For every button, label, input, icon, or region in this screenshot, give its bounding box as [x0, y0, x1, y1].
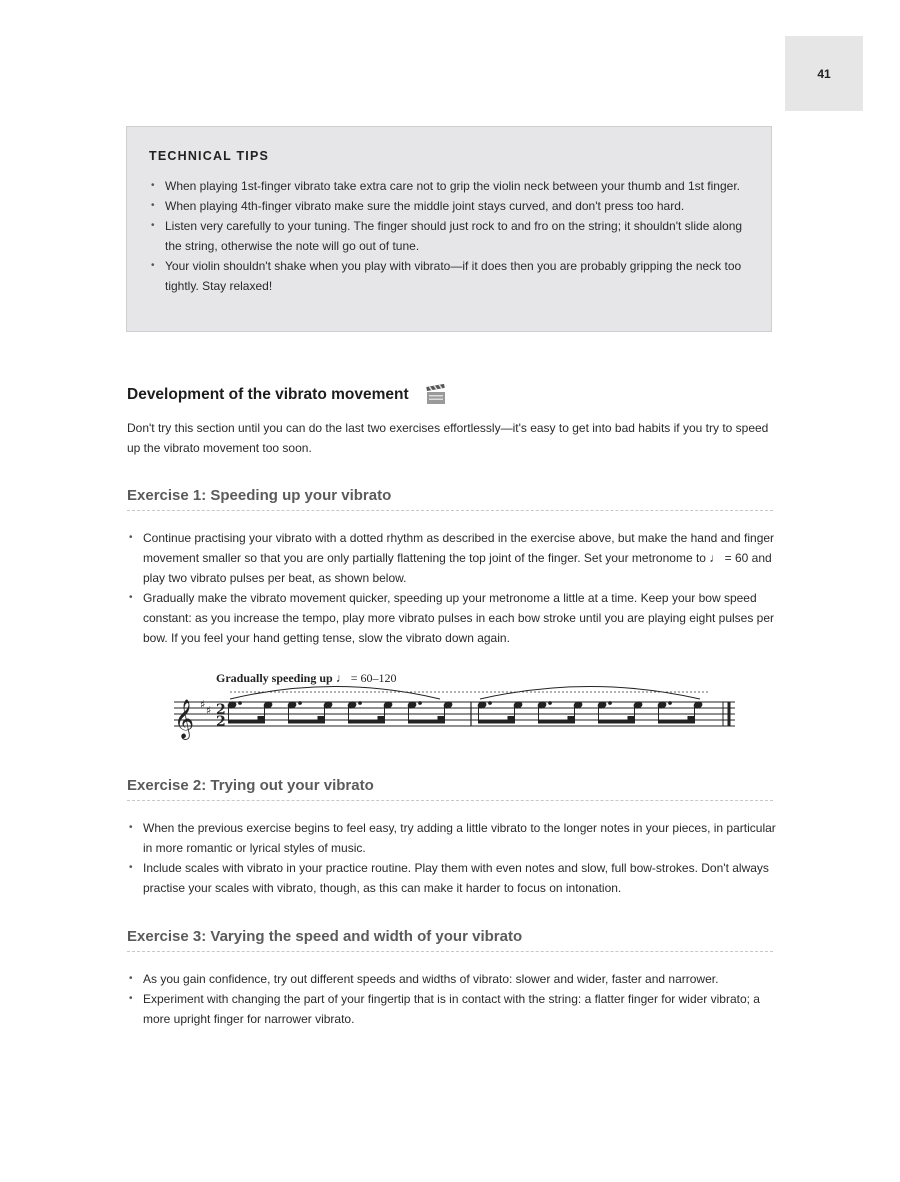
tempo-instruction: Gradually speeding up — [216, 671, 333, 685]
note-dot — [669, 702, 672, 705]
exercise-1-heading: Exercise 1: Speeding up your vibrato — [127, 487, 773, 511]
section-heading — [127, 384, 447, 406]
note-dot — [549, 702, 552, 705]
staff-svg — [170, 668, 740, 750]
note-beam — [688, 717, 695, 720]
note-dot — [609, 702, 612, 705]
list-item: • Include scales with vibrato in your practice routine. Play them with even notes and slow, full bow-strokes. Don't always practise your scales with vibrato, though, as this can make it harder to focus on intonation. — [127, 858, 777, 898]
section-intro: Don't try this section until you can do the last two exercises effortlessly—it's easy to get into bad habits if you try to speed up the vibrato movement too soon. — [127, 421, 769, 455]
note-beam — [628, 717, 635, 720]
note-dot — [489, 702, 492, 705]
treble-clef: 𝄞 — [174, 699, 195, 739]
note-dot — [299, 702, 302, 705]
note-beam — [438, 717, 445, 720]
note-beam — [318, 717, 325, 720]
music-notation — [170, 668, 740, 750]
note-beam — [229, 721, 265, 724]
tip-item: • When playing 1st-finger vibrato take extra care not to grip the violin neck between your thumb and 1st finger. — [149, 176, 747, 196]
tempo-marking: ♩ = 60–120 — [335, 671, 397, 685]
exercise-2-heading: Exercise 2: Trying out your vibrato — [127, 777, 773, 801]
note-beam — [599, 721, 635, 724]
tip-item: • Your violin shouldn't shake when you play with vibrato—if it does then you are probably gripping the neck too tightly. Stay relaxed! — [149, 256, 747, 296]
list-item: • As you gain confidence, try out different speeds and widths of vibrato: slower and wider, faster and narrower. — [127, 969, 777, 989]
time-sig-top: 2 — [216, 702, 226, 718]
time-sig-bottom: 2 — [216, 714, 226, 730]
exercise-2-list — [127, 818, 777, 898]
note-beam — [289, 721, 325, 724]
technical-tips-box — [126, 126, 772, 332]
list-item: • Experiment with changing the part of your fingertip that is in contact with the string: a flatter finger for wider vibrato; a more upright finger for narrower vibrato. — [127, 989, 777, 1029]
note-beam — [659, 721, 695, 724]
film-clapper-icon[interactable] — [425, 384, 447, 406]
note-beam — [378, 717, 385, 720]
note-dot — [359, 702, 362, 705]
page-number: 41 — [785, 36, 863, 111]
key-signature: ♯ — [206, 704, 212, 717]
note-beam — [568, 717, 575, 720]
key-signature: ♯ — [200, 698, 206, 711]
note-beam — [479, 721, 515, 724]
exercise-3-list — [127, 969, 777, 1029]
tip-item: • When playing 4th-finger vibrato make sure the middle joint stays curved, and don't press too hard. — [149, 196, 747, 216]
list-item: • Continue practising your vibrato with a dotted rhythm as described in the exercise above, but make the hand and finger movement smaller so that you are only partially flattening the top joint of the finger. Set your metronome to ♩ = 60 and play two vibrato pulses per beat, as shown below. — [127, 528, 777, 588]
exercise-1-list — [127, 528, 777, 648]
note-dot — [419, 702, 422, 705]
section-title: Development of the vibrato movement — [127, 386, 409, 403]
tip-item: • Listen very carefully to your tuning. The finger should just rock to and fro on the string; it shouldn't slide along the string, otherwise the note will go out of tune. — [149, 216, 747, 256]
note-dot — [239, 702, 242, 705]
note-beam — [258, 717, 265, 720]
tips-title: TECHNICAL TIPS — [149, 149, 270, 163]
note-beam — [508, 717, 515, 720]
list-item: • When the previous exercise begins to feel easy, try adding a little vibrato to the longer notes in your pieces, in particular in more romantic or lyrical styles of music. — [127, 818, 777, 858]
slur — [230, 687, 440, 700]
note-beam — [349, 721, 385, 724]
slur — [480, 687, 700, 700]
note-beam — [539, 721, 575, 724]
note-beam — [409, 721, 445, 724]
list-item: • Gradually make the vibrato movement quicker, speeding up your metronome a little at a time. Keep your bow speed constant: as you increase the tempo, play more vibrato pulses in each bow stroke until you are playing eight pulses per bow. If you feel your hand getting tense, slow the vibrato down again. — [127, 588, 777, 648]
tips-list — [149, 176, 747, 296]
exercise-3-heading: Exercise 3: Varying the speed and width of your vibrato — [127, 928, 773, 952]
